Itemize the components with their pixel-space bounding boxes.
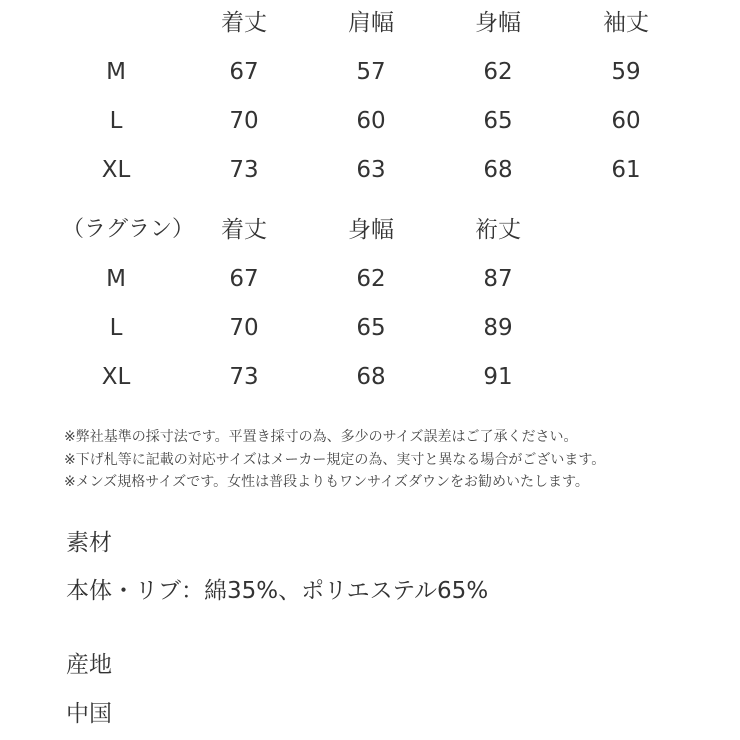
table2-cell: 89 xyxy=(483,315,513,341)
table1-cell: 68 xyxy=(483,157,513,183)
table1-cell: 60 xyxy=(356,108,386,134)
origin-label: 産地 xyxy=(66,652,112,678)
table2-size-m: M xyxy=(106,266,126,292)
table1-cell: 62 xyxy=(483,59,513,85)
material-label: 素材 xyxy=(66,530,112,556)
table1-cell: 60 xyxy=(611,108,641,134)
table1-cell: 59 xyxy=(611,59,641,85)
note-mens-size: ※メンズ規格サイズです。女性は普段よりもワンサイズダウンをお勧めいたします。 xyxy=(64,474,589,490)
table2-header-length: 着丈 xyxy=(221,217,267,243)
table1-size-xl: XL xyxy=(101,157,131,183)
table1-header-length: 着丈 xyxy=(221,10,267,36)
table2-cell: 91 xyxy=(483,364,513,390)
table2-cell: 73 xyxy=(229,364,259,390)
note-measurement: ※弊社基準の採寸法です。平置き採寸の為、多少のサイズ誤差はご了承ください。 xyxy=(64,429,578,445)
note-tag-size: ※下げ札等に記載の対応サイズはメーカー規定の為、実寸と異なる場合がございます。 xyxy=(64,452,606,468)
table1-cell: 67 xyxy=(229,59,259,85)
table2-cell: 65 xyxy=(356,315,386,341)
origin-value: 中国 xyxy=(66,701,112,727)
table2-header-chest: 身幅 xyxy=(348,217,394,243)
material-value: 本体・リブ：綿35%、ポリエステル65% xyxy=(66,578,489,604)
table2-cell: 67 xyxy=(229,266,259,292)
table2-cell: 62 xyxy=(356,266,386,292)
table1-cell: 73 xyxy=(229,157,259,183)
table2-cell: 70 xyxy=(229,315,259,341)
table2-size-l: L xyxy=(109,315,123,341)
table1-size-m: M xyxy=(106,59,126,85)
table1-cell: 57 xyxy=(356,59,386,85)
table1-cell: 61 xyxy=(611,157,641,183)
table1-cell: 65 xyxy=(483,108,513,134)
table1-cell: 63 xyxy=(356,157,386,183)
table2-cell: 87 xyxy=(483,266,513,292)
table2-cell: 68 xyxy=(356,364,386,390)
table1-header-sleeve: 袖丈 xyxy=(603,10,649,36)
table1-cell: 70 xyxy=(229,108,259,134)
table1-header-shoulder: 肩幅 xyxy=(348,10,394,36)
table1-size-l: L xyxy=(109,108,123,134)
table2-header-yuki: 裄丈 xyxy=(475,217,521,243)
table2-title: （ラグラン） xyxy=(62,217,195,242)
table2-size-xl: XL xyxy=(101,364,131,390)
table1-header-chest: 身幅 xyxy=(475,10,521,36)
